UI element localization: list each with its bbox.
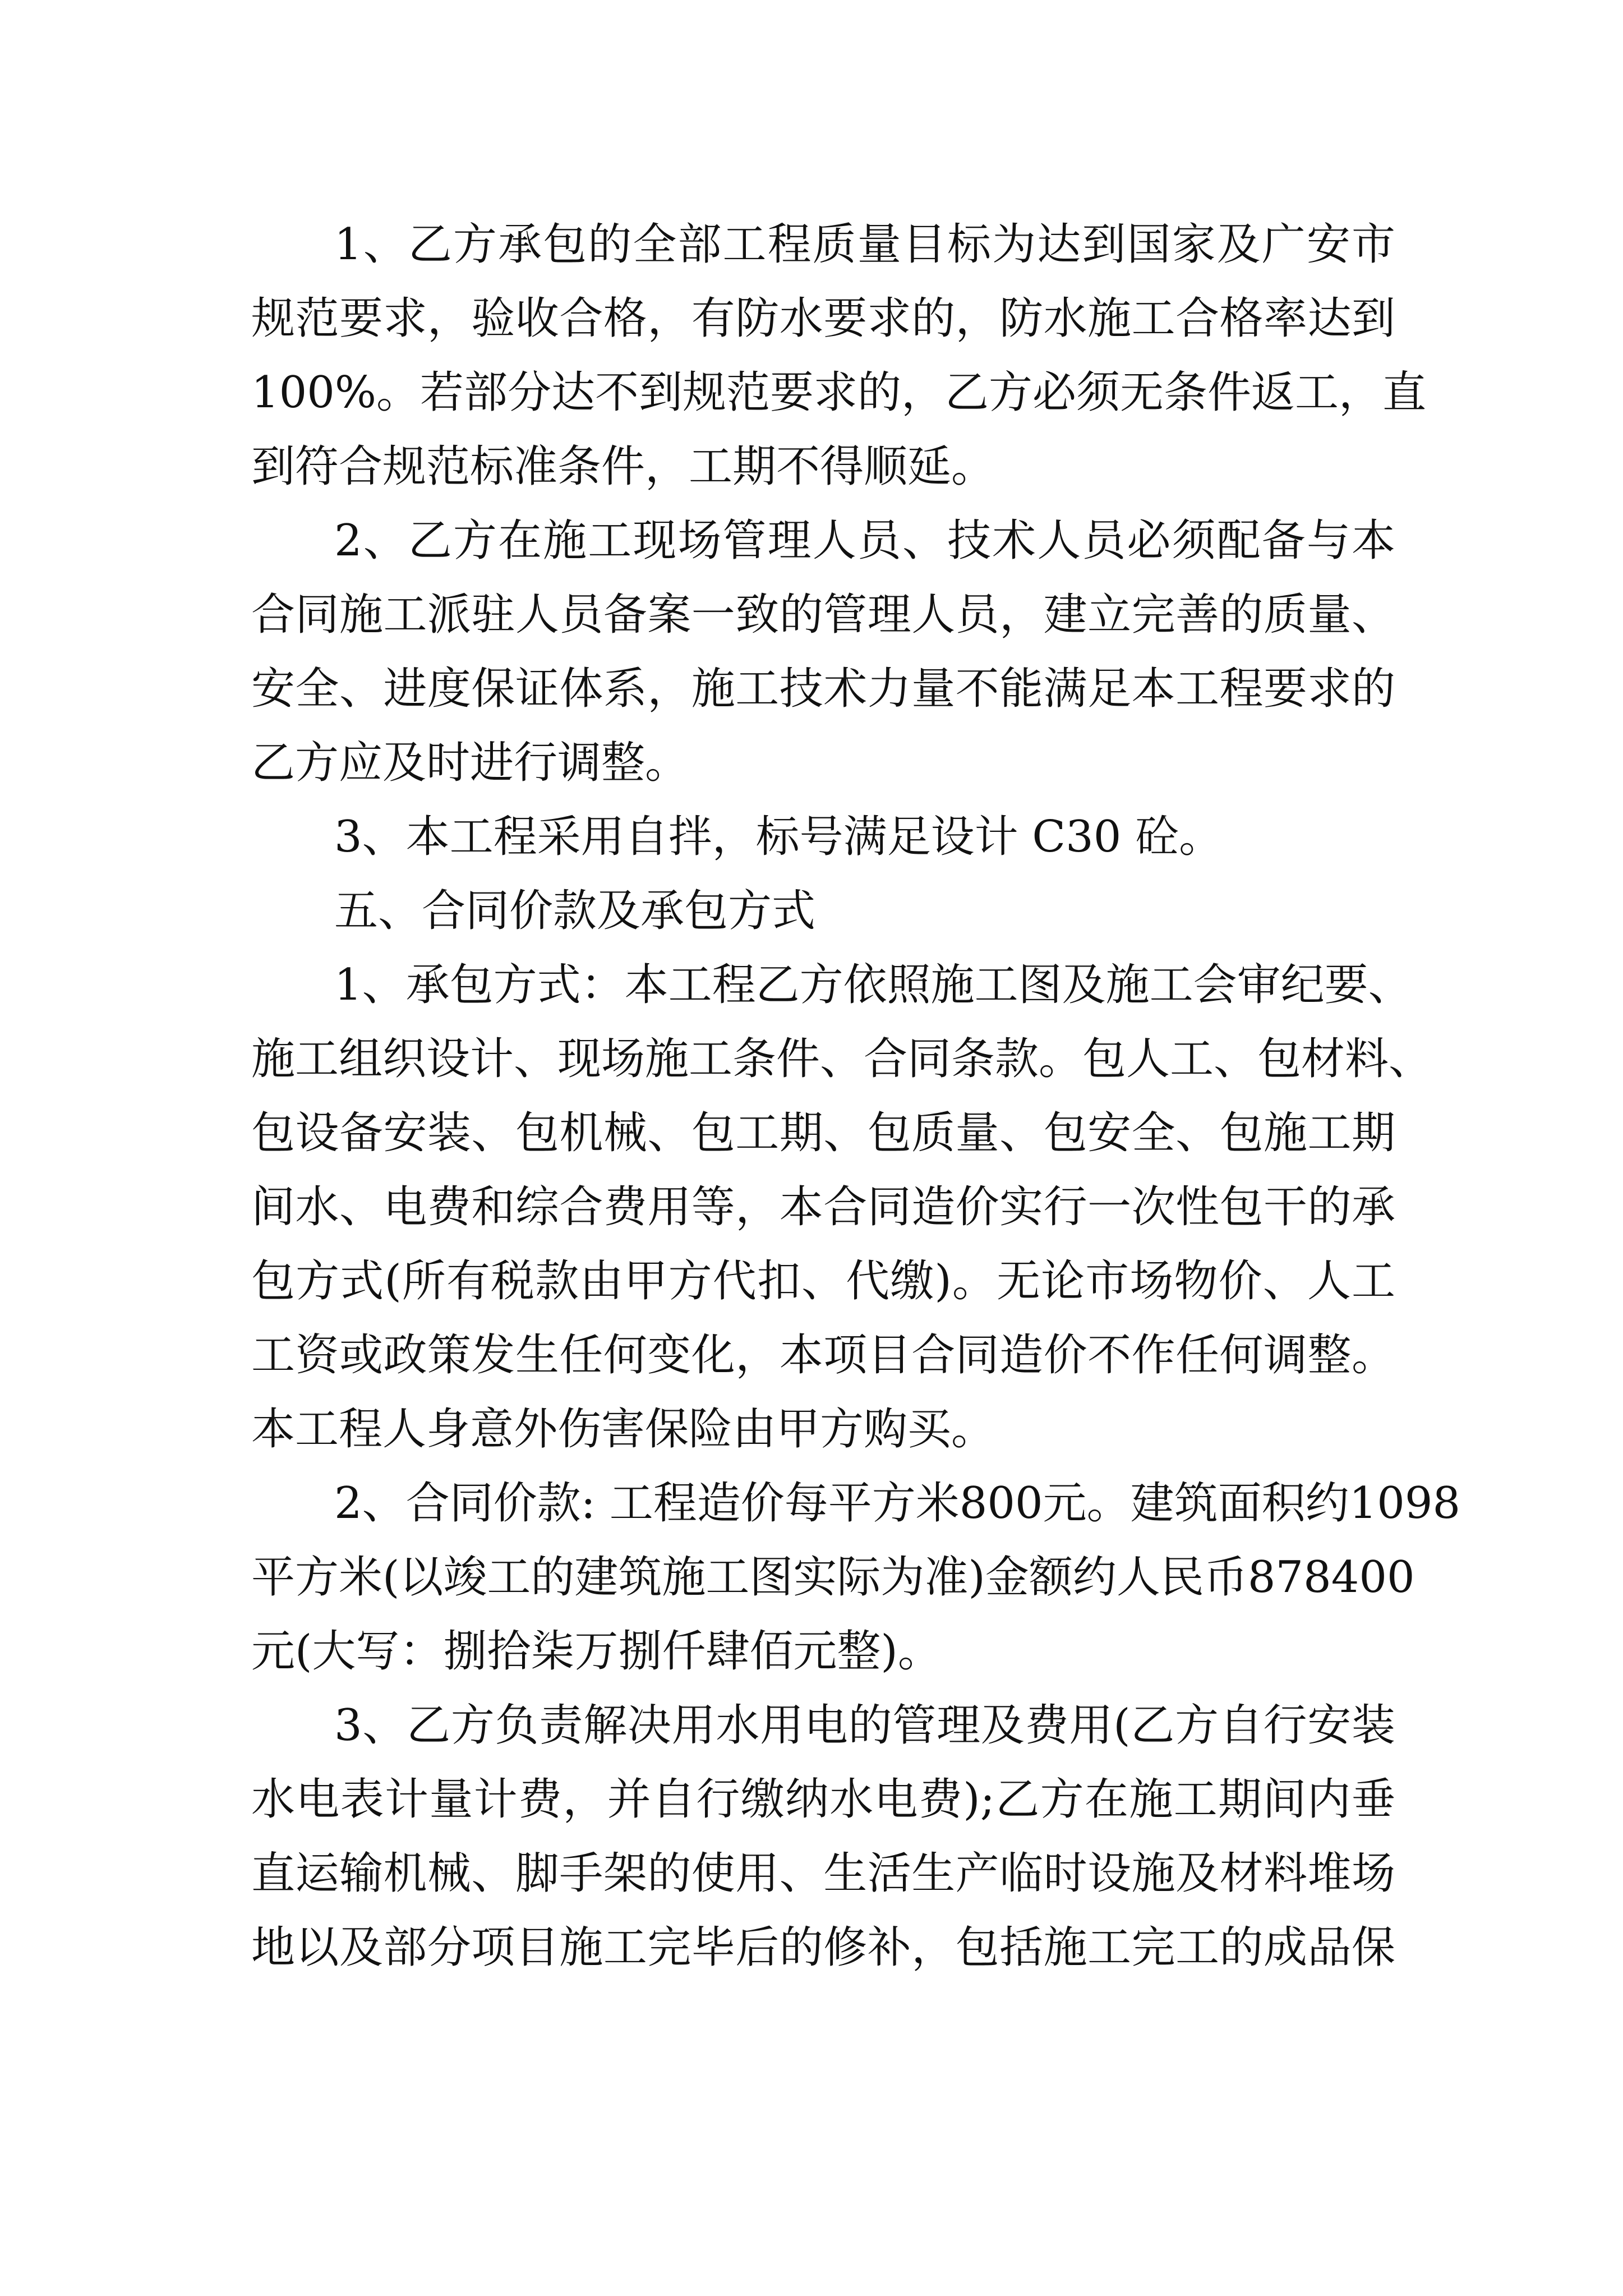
clause-5-3-line-1: 3、乙方负责解决用水用电的管理及费用(乙方自行安装 <box>334 1700 1395 1751</box>
clause-5-2-line-1: 2、合同价款: 工程造价每平方米800元。建筑面积约1098 <box>334 1478 1461 1529</box>
clause-5-1-line-1: 1、承包方式：本工程乙方依照施工图及施工会审纪要、 <box>334 960 1412 1010</box>
clause-4-1-line-4: 到符合规范标准条件，工期不得顺延。 <box>251 441 995 492</box>
clause-4-1-line-3: 100%。若部分达不到规范要求的，乙方必须无条件返工，直 <box>251 367 1426 418</box>
clause-4-3-line-1: 3、本工程采用自拌，标号满足设计 C30 砼。 <box>334 812 1223 862</box>
clause-5-2-line-2: 平方米(以竣工的建筑施工图实际为准)金额约人民币878400 <box>251 1552 1415 1603</box>
clause-5-1-line-4: 间水、电费和综合费用等，本合同造价实行一次性包干的承 <box>251 1182 1395 1232</box>
clause-5-3-line-3: 直运输机械、脚手架的使用、生活生产临时设施及材料堆场 <box>251 1848 1395 1899</box>
section-five-heading: 五、合同价款及承包方式 <box>334 886 816 936</box>
clause-4-1-line-1: 1、乙方承包的全部工程质量目标为达到国家及广安市 <box>334 219 1395 270</box>
clause-5-2-line-3: 元(大写：捌拾柒万捌仟肆佰元整)。 <box>251 1626 942 1677</box>
clause-5-1-line-5: 包方式(所有税款由甲方代扣、代缴)。无论市场物价、人工 <box>251 1256 1395 1306</box>
clause-5-3-line-2: 水电表计量计费，并自行缴纳水电费);乙方在施工期间内垂 <box>251 1774 1395 1825</box>
document-body <box>251 208 1461 1985</box>
clause-5-1-line-7: 本工程人身意外伤害保险由甲方购买。 <box>251 1404 995 1455</box>
clause-5-1-line-2: 施工组织设计、现场施工条件、合同条款。包人工、包材料、 <box>251 1034 1433 1084</box>
clause-5-1-line-3: 包设备安装、包机械、包工期、包质量、包安全、包施工期 <box>251 1108 1395 1158</box>
clause-4-2-line-1: 2、乙方在施工现场管理人员、技术人员必须配备与本 <box>334 516 1395 566</box>
clause-4-2-line-2: 合同施工派驻人员备案一致的管理人员，建立完善的质量、 <box>251 590 1395 640</box>
clause-5-1-line-6: 工资或政策发生任何变化，本项目合同造价不作任何调整。 <box>251 1330 1395 1381</box>
clause-4-1-line-2: 规范要求，验收合格，有防水要求的，防水施工合格率达到 <box>251 293 1395 344</box>
clause-4-2-line-4: 乙方应及时进行调整。 <box>251 738 689 788</box>
clause-5-3-line-4: 地以及部分项目施工完毕后的修补，包括施工完工的成品保 <box>251 1922 1395 1973</box>
clause-4-2-line-3: 安全、进度保证体系，施工技术力量不能满足本工程要求的 <box>251 664 1395 714</box>
